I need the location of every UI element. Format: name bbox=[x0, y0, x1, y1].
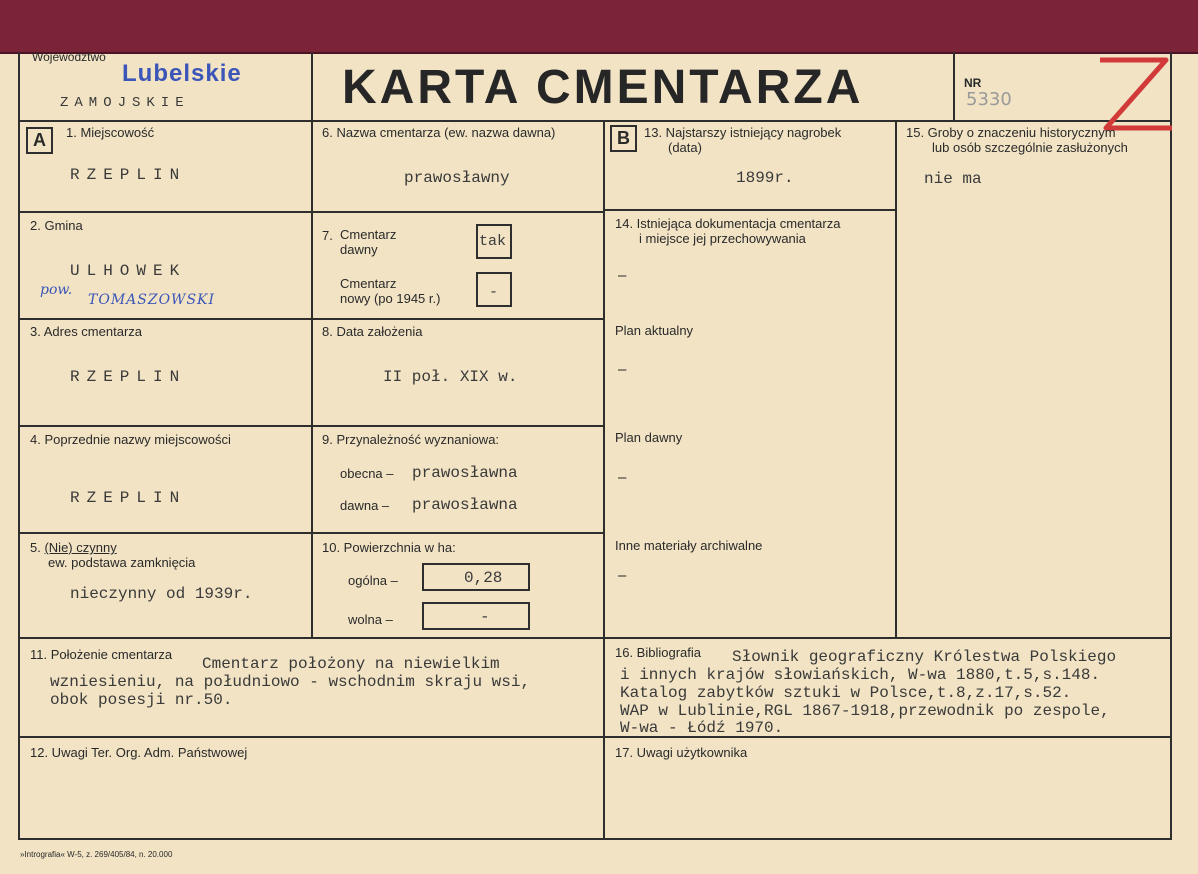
field-13-label-2: (data) bbox=[668, 140, 702, 155]
field-2-label: 2. Gmina bbox=[30, 218, 83, 233]
field-10-wolna-label: wolna – bbox=[348, 612, 393, 627]
field-12-label: 12. Uwagi Ter. Org. Adm. Państwowej bbox=[30, 745, 248, 760]
field-11-value-line-2: wzniesieniu, na południowo - wschodnim skraju wsi, bbox=[50, 673, 531, 691]
field-14-value: – bbox=[618, 267, 627, 284]
field-7-nowy-value: - bbox=[489, 284, 499, 301]
col-divider-2 bbox=[603, 120, 605, 838]
field-7-nowy-label-2: nowy (po 1945 r.) bbox=[340, 291, 441, 306]
field-9-obecna-label: obecna – bbox=[340, 466, 394, 481]
printer-footer: »Intrografia« W-5, z. 269/405/84, n. 20.000 bbox=[20, 850, 173, 859]
frame-left bbox=[18, 52, 20, 840]
col-divider-3 bbox=[895, 120, 897, 638]
plan-aktualny-value: – bbox=[618, 361, 627, 378]
field-10-ogolna-label: ogólna – bbox=[348, 573, 398, 588]
field-16-line-1: Słownik geograficzny Królestwa Polskiego bbox=[732, 648, 1117, 666]
field-15-label-1: 15. Groby o znaczeniu historycznym bbox=[906, 125, 1116, 140]
field-4-value: RZEPLIN bbox=[70, 489, 187, 507]
field-5-label bbox=[30, 540, 117, 555]
page-title: KARTA CMENTARZA bbox=[342, 61, 864, 114]
field-16-line-3: Katalog zabytków sztuki w Polsce,t.8,z.17,s.52. bbox=[620, 684, 1072, 702]
wojewodztwo-label: Województwo bbox=[32, 50, 106, 64]
wojewodztwo-typed: ZAMOJSKIE bbox=[60, 95, 190, 111]
field-14-label-2: i miejsce jej przechowywania bbox=[639, 231, 806, 246]
nr-divider bbox=[953, 52, 955, 120]
field-8-value: II poł. XIX w. bbox=[383, 368, 518, 386]
field-16-line-4: WAP w Lublinie,RGL 1867-1918,przewodnik po zespole, bbox=[620, 702, 1110, 720]
field-7-nowy-box bbox=[476, 272, 512, 307]
field-5-nie-czynny: (Nie) czynny bbox=[44, 540, 117, 555]
field-1-value: RZEPLIN bbox=[70, 166, 187, 184]
field-16-label: 16. Bibliografia bbox=[615, 645, 701, 660]
field-15-label-2: lub osób szczególnie zasłużonych bbox=[932, 140, 1128, 155]
field-3-value: RZEPLIN bbox=[70, 368, 187, 386]
row-line-b1 bbox=[604, 209, 896, 211]
red-mark-icon bbox=[1096, 54, 1176, 136]
field-10-label: 10. Powierzchnia w ha: bbox=[322, 540, 456, 555]
field-6-value: prawosławny bbox=[404, 169, 510, 187]
field-7-dawny-value: tak bbox=[479, 233, 507, 250]
field-2-pow-value: TOMASZOWSKI bbox=[88, 292, 216, 308]
field-7-dawny-box bbox=[476, 224, 512, 259]
row-line-2 bbox=[18, 318, 604, 320]
field-13-label-1: 13. Najstarszy istniejący nagrobek bbox=[644, 125, 842, 140]
col-divider-1 bbox=[311, 52, 313, 638]
inne-materialy-label: Inne materiały archiwalne bbox=[615, 538, 763, 553]
field-11-value-line-3: obok posesji nr.50. bbox=[50, 691, 233, 709]
plan-dawny-value: – bbox=[618, 469, 627, 486]
nr-value: 5330 bbox=[966, 89, 1012, 110]
field-10-wolna-box bbox=[422, 602, 530, 630]
section-a-badge: A bbox=[26, 127, 53, 154]
frame-right bbox=[1170, 52, 1172, 840]
binding-strip bbox=[0, 0, 1198, 54]
field-7-dawny-label-2: dawny bbox=[340, 242, 378, 257]
plan-dawny-label: Plan dawny bbox=[615, 430, 683, 445]
field-10-ogolna-box bbox=[422, 563, 530, 591]
field-8-label: 8. Data założenia bbox=[322, 324, 423, 339]
row-line-1 bbox=[18, 211, 604, 213]
field-9-dawna-label: dawna – bbox=[340, 498, 390, 513]
field-11-label: 11. Położenie cmentarza bbox=[30, 647, 173, 662]
field-9-dawna-value: prawosławna bbox=[412, 496, 518, 514]
row-line-4 bbox=[18, 532, 604, 534]
field-6-label: 6. Nazwa cmentarza (ew. nazwa dawna) bbox=[322, 125, 556, 140]
inne-materialy-value: – bbox=[618, 567, 627, 584]
field-7-num: 7. bbox=[322, 228, 333, 243]
wojewodztwo-stamp: Lubelskie bbox=[122, 60, 242, 87]
field-10-ogolna-value: 0,28 bbox=[464, 569, 503, 587]
field-5-value: nieczynny od 1939r. bbox=[70, 585, 253, 603]
field-3-label: 3. Adres cmentarza bbox=[30, 324, 142, 339]
field-7-nowy-label-1: Cmentarz bbox=[340, 276, 397, 291]
field-9-obecna-value: prawosławna bbox=[412, 464, 518, 482]
field-17-label: 17. Uwagi użytkownika bbox=[615, 745, 748, 760]
field-4-label: 4. Poprzednie nazwy miejscowości bbox=[30, 432, 231, 447]
field-9-label: 9. Przynależność wyznaniowa: bbox=[322, 432, 500, 447]
field-5-num: 5. bbox=[30, 540, 41, 555]
field-10-wolna-value: - bbox=[480, 608, 490, 626]
field-7-dawny-label-1: Cmentarz bbox=[340, 227, 397, 242]
field-15-value: nie ma bbox=[924, 170, 982, 188]
row-line-6 bbox=[18, 736, 1172, 738]
field-13-value: 1899r. bbox=[736, 169, 794, 187]
row-line-5 bbox=[18, 637, 1172, 639]
field-16-line-2: i innych krajów słowiańskich, W-wa 1880,t.5,s.148. bbox=[620, 666, 1101, 684]
field-2-value: ULHOWEK bbox=[70, 262, 187, 280]
plan-aktualny-label: Plan aktualny bbox=[615, 323, 694, 338]
field-14-label-1: 14. Istniejąca dokumentacja cmentarza bbox=[615, 216, 841, 231]
row-line-3 bbox=[18, 425, 604, 427]
section-b-badge: B bbox=[610, 125, 637, 152]
frame-bottom bbox=[18, 838, 1172, 840]
field-1-label: 1. Miejscowość bbox=[66, 125, 155, 140]
nr-label: NR bbox=[964, 76, 982, 90]
field-11-value-line-1: Cmentarz położony na niewielkim bbox=[202, 655, 500, 673]
field-5-label-2: ew. podstawa zamknięcia bbox=[48, 555, 196, 570]
header-divider bbox=[18, 120, 1172, 122]
field-16-line-5: W-wa - Łódź 1970. bbox=[620, 719, 784, 737]
field-2-pow-prefix: pow. bbox=[40, 282, 73, 298]
